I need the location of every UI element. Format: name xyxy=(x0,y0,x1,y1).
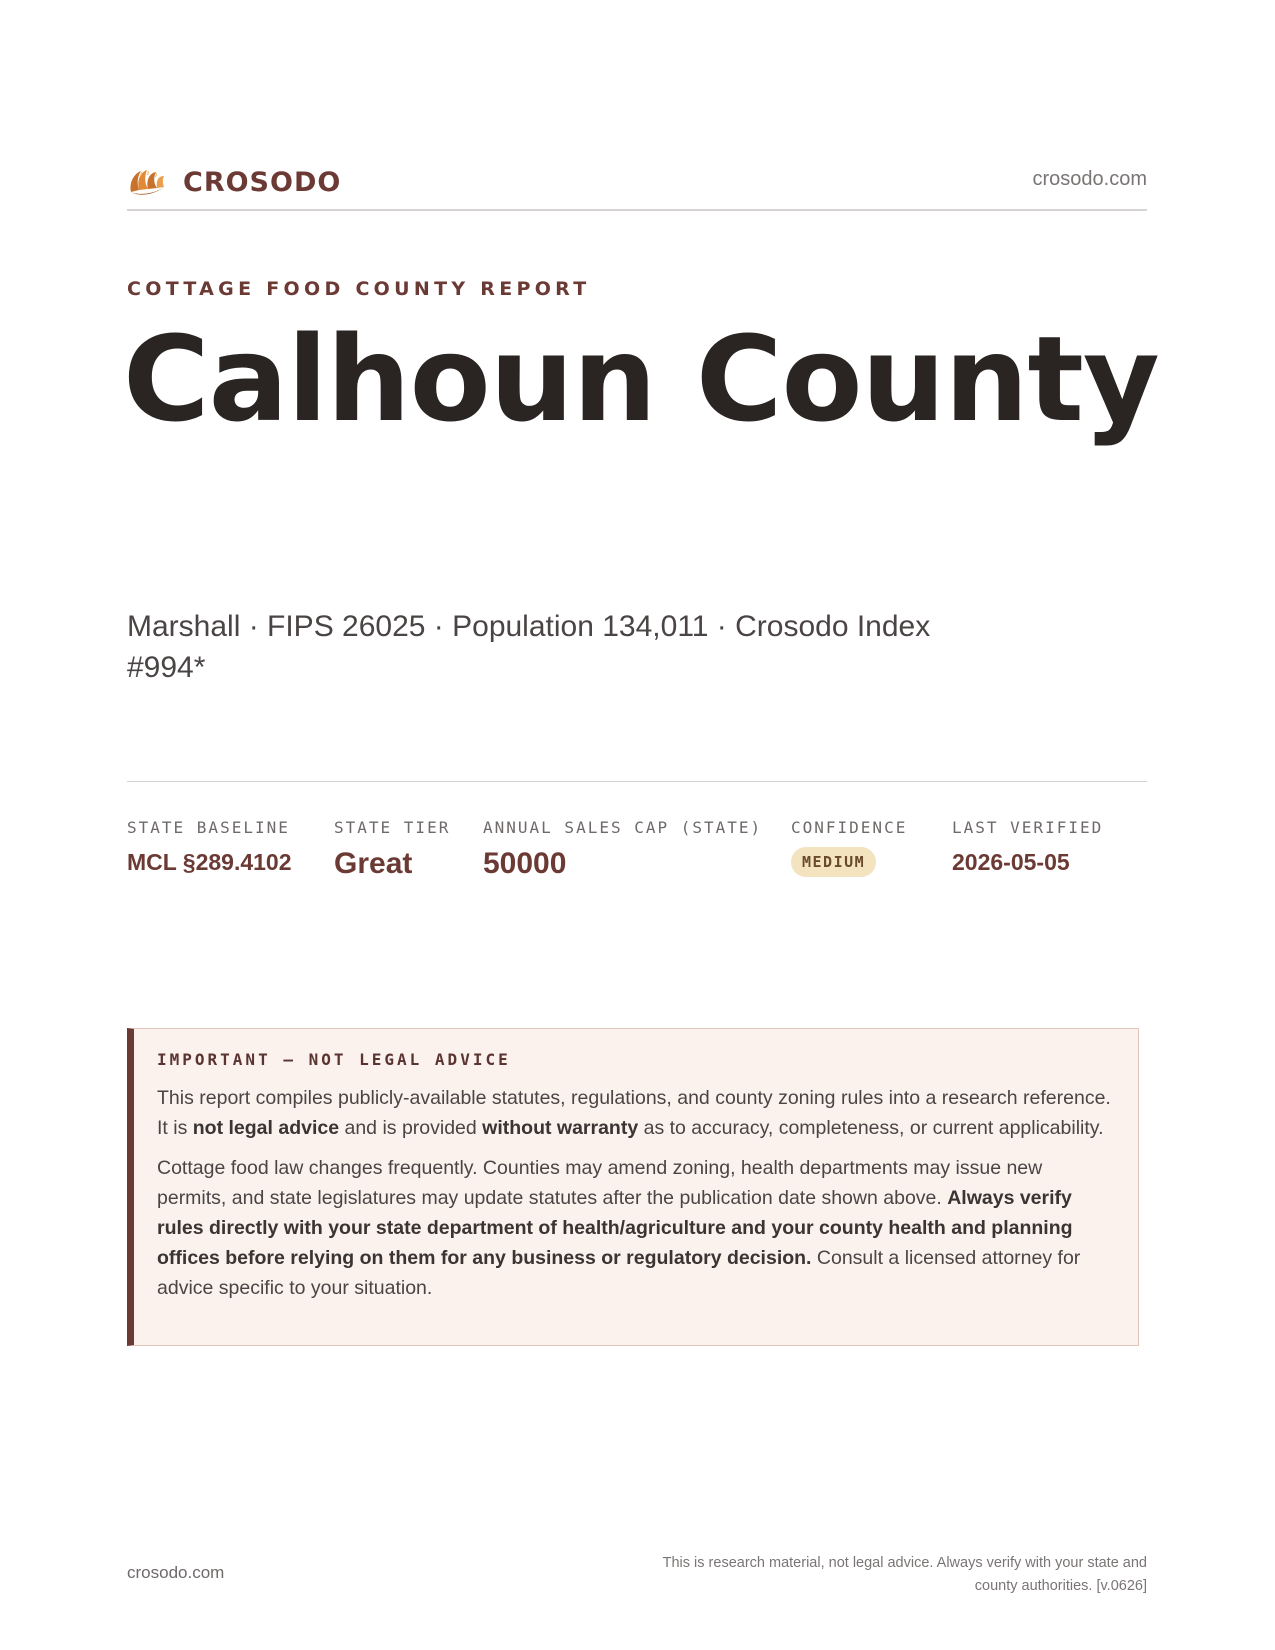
report-page xyxy=(123,0,1159,1650)
notice-heading: IMPORTANT — NOT LEGAL ADVICE xyxy=(157,1050,511,1069)
stat-confidence xyxy=(791,818,907,877)
stat-value: MCL §289.4102 xyxy=(127,849,292,875)
stat-value: Great xyxy=(334,847,413,880)
stat-label: ANNUAL SALES CAP (STATE) xyxy=(483,818,763,837)
site-url-link[interactable]: crosodo.com xyxy=(1032,168,1147,190)
stat-value: 50000 xyxy=(483,847,567,880)
legal-notice xyxy=(127,1028,1139,1346)
notice-text: This report compiles publicly-available statutes, regulations, and county zoning rules into a research reference. It is xyxy=(157,1087,1111,1139)
page-header xyxy=(127,158,1147,208)
notice-emphasis: without warranty xyxy=(482,1117,639,1139)
brand-name: CROSODO xyxy=(183,166,342,198)
stat-state-tier xyxy=(334,818,450,881)
footer-site-url[interactable]: crosodo.com xyxy=(127,1563,225,1582)
notice-emphasis: Always verify rules directly with your state department of health/agriculture and your county health and planning offices before relying on them for any business or regulatory decision. xyxy=(157,1187,1073,1269)
notice-paragraph xyxy=(157,1153,1114,1303)
notice-text: as to accuracy, completeness, or current applicability. xyxy=(638,1117,1104,1139)
confidence-badge: MEDIUM xyxy=(791,847,876,877)
notice-emphasis: not legal advice xyxy=(192,1117,340,1139)
notice-text: Consult a licensed attorney for advice specific to your situation. xyxy=(157,1247,1081,1299)
brand[interactable] xyxy=(127,162,341,202)
header-divider xyxy=(127,209,1147,211)
notice-text: Cottage food law changes frequently. Counties may amend zoning, health departments may issue new permits, and state legislatures may update statutes after the publication date shown above. xyxy=(157,1157,1043,1209)
stat-state-baseline xyxy=(127,818,292,876)
stat-label: STATE BASELINE xyxy=(127,818,290,837)
stat-label: LAST VERIFIED xyxy=(952,818,1104,837)
notice-paragraph xyxy=(157,1083,1114,1143)
stat-label: CONFIDENCE xyxy=(791,818,908,837)
page-title: Calhoun County xyxy=(123,310,1159,448)
croissant-icon xyxy=(127,162,167,202)
stat-last-verified xyxy=(952,818,1103,876)
stat-label: STATE TIER xyxy=(334,818,451,837)
notice-text: and is provided xyxy=(339,1117,483,1139)
stat-annual-sales-cap xyxy=(483,818,762,881)
report-eyebrow: COTTAGE FOOD COUNTY REPORT xyxy=(127,278,591,300)
section-divider xyxy=(127,781,1147,782)
footer-disclaimer: This is research material, not legal advice. Always verify with your state and county authorities. [v.0626] xyxy=(662,1555,1147,1594)
stat-value: 2026-05-05 xyxy=(952,849,1070,875)
county-subtitle: Marshall · FIPS 26025 · Population 134,011 · Crosodo Index #994* xyxy=(127,610,931,684)
